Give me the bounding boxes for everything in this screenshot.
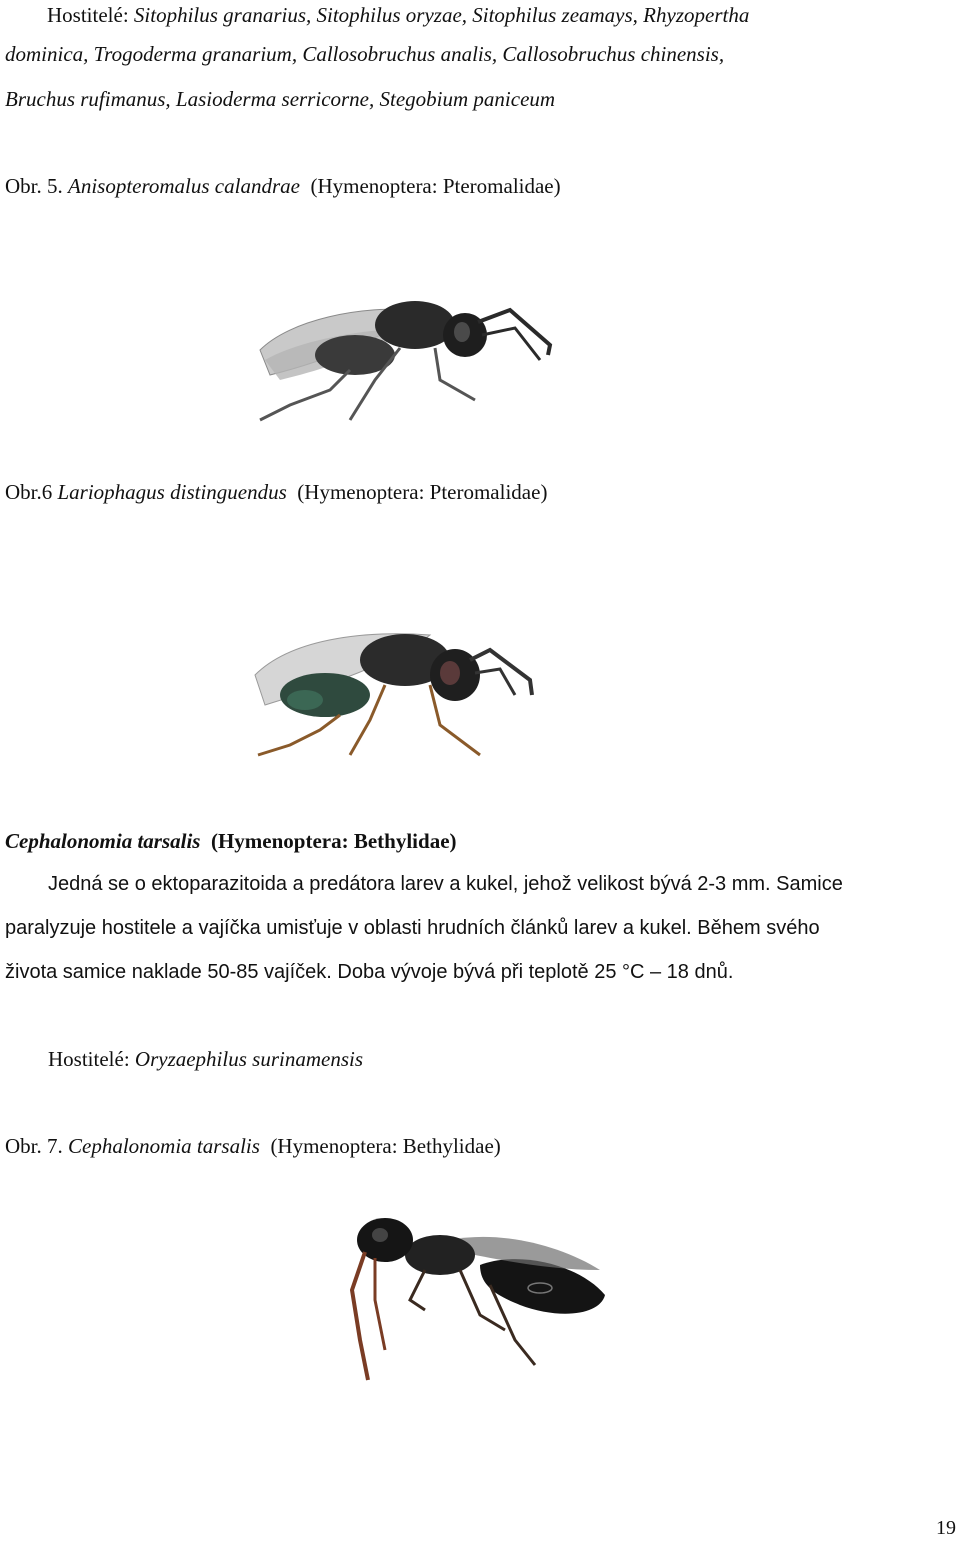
section-order: (Hymenoptera: Bethylidae) [210, 829, 457, 853]
figure-6-caption [5, 477, 547, 507]
page-number: 19 [936, 1517, 956, 1539]
hosts-line-3 [5, 84, 555, 114]
figure-7-order: (Hymenoptera: Bethylidae) [270, 1134, 501, 1158]
hosts-species-line-3: Bruchus rufimanus, Lasioderma serricorne, Stegobium paniceum [5, 87, 556, 111]
hosts-species-line-1: Sitophilus granarius, Sitophilus oryzae, Sitophilus zeamays, Rhyzopertha [133, 3, 750, 27]
paragraph-line-3: života samice naklade 50-85 vajíček. Doba vývoje bývá při teplotě 25 °C – 18 dnů. [5, 961, 734, 983]
figure-6-species: Lariophagus distinguendus [57, 480, 287, 504]
hosts-label: Hostitelé: [47, 3, 134, 27]
figure-6-wasp-image [230, 565, 550, 795]
paragraph-line-1: Jedná se o ektoparazitoida a predátora larev a kukel, jehož velikost bývá 2-3 mm. Samice [48, 873, 843, 895]
section-species: Cephalonomia tarsalis [5, 829, 201, 853]
hosts-2-label: Hostitelé: [48, 1047, 135, 1071]
hosts-line-1 [47, 0, 749, 30]
figure-7-caption [5, 1131, 501, 1161]
figure-7-prefix: Obr. 7. [5, 1134, 68, 1158]
hosts-line-2 [5, 39, 724, 69]
figure-5-prefix: Obr. 5. [5, 174, 68, 198]
hosts-species-line-2: dominica, Trogoderma granarium, Callosobruchus analis, Callosobruchus chinensis, [5, 42, 725, 66]
paragraph-line-2: paralyzuje hostitele a vajíčka umisťuje v oblasti hrudních článků larev a kukel. Během svého [5, 917, 820, 939]
section-heading [5, 826, 457, 856]
hosts-2-line [48, 1044, 363, 1074]
figure-5-order: (Hymenoptera: Pteromalidae) [310, 174, 561, 198]
hosts-2-species: Oryzaephilus surinamensis [134, 1047, 363, 1071]
figure-6-order: (Hymenoptera: Pteromalidae) [297, 480, 548, 504]
figure-5-caption [5, 171, 561, 201]
figure-5-species: Anisopteromalus calandrae [68, 174, 300, 198]
figure-5-wasp-image [250, 280, 560, 430]
figure-7-wasp-image [330, 1190, 620, 1410]
figure-7-species: Cephalonomia tarsalis [68, 1134, 260, 1158]
figure-6-prefix: Obr.6 [5, 480, 58, 504]
